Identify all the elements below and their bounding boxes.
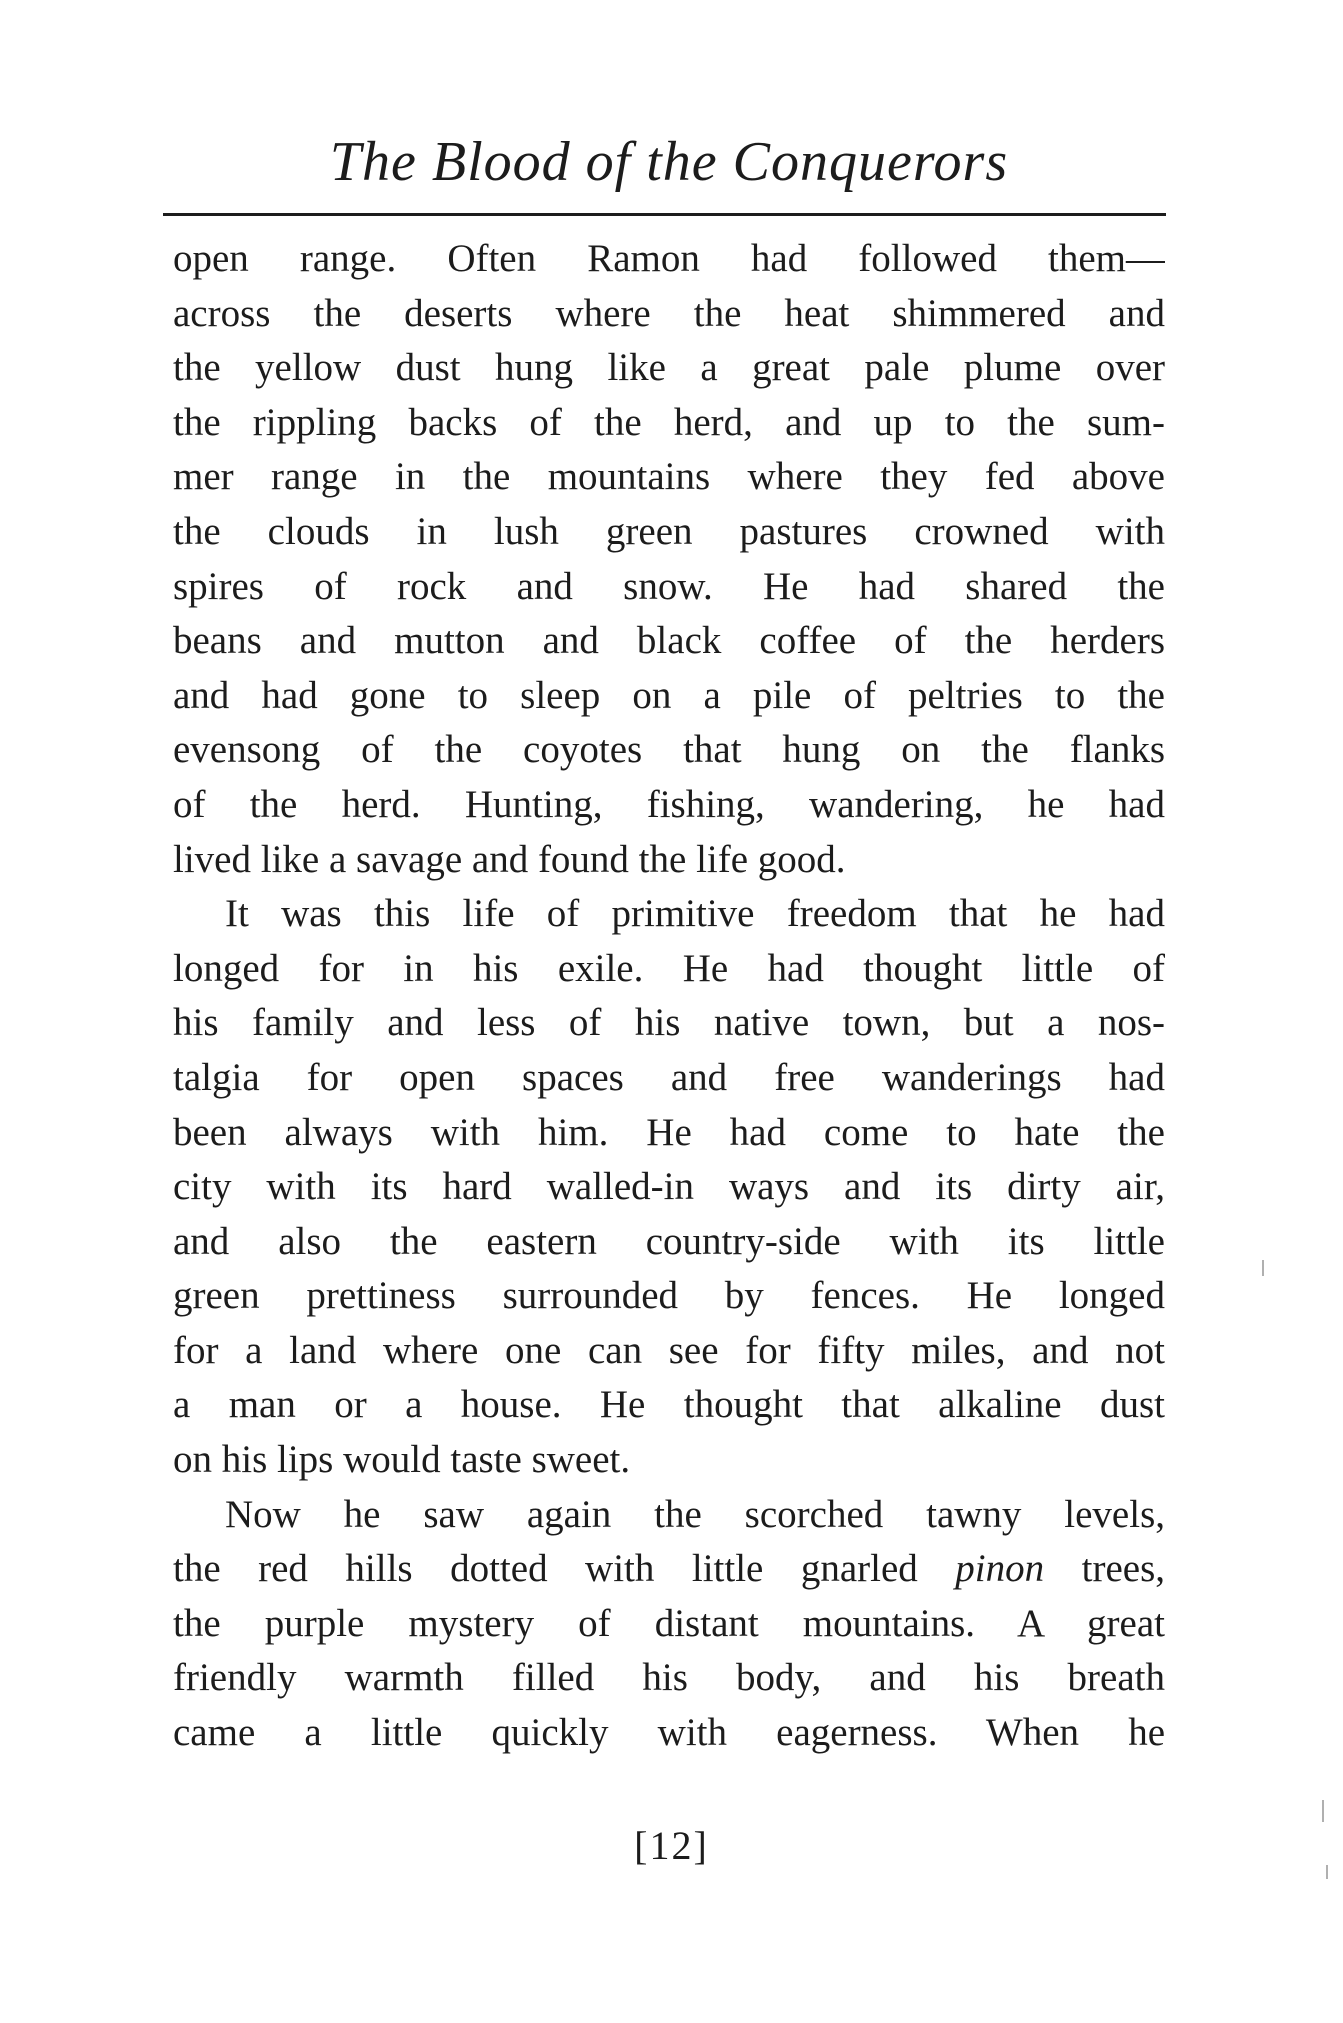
text-segment: trees,	[1044, 1547, 1165, 1591]
paragraph	[173, 232, 1165, 887]
running-head: The Blood of the Conquerors	[329, 131, 1009, 193]
print-speck	[1322, 1800, 1324, 1822]
text-line: the purple mystery of distant mountains. A great	[173, 1601, 1165, 1645]
text-line: friendly warmth filled his body, and his breath	[173, 1656, 1165, 1700]
text-line: of the herd. Hunting, fishing, wandering, he had	[173, 782, 1165, 826]
paragraph	[173, 1488, 1165, 1761]
text-line: across the deserts where the heat shimmered and	[173, 291, 1165, 335]
text-line: spires of rock and snow. He had shared the	[173, 564, 1165, 608]
text-line: and also the eastern country-side with its little	[173, 1219, 1165, 1263]
text-line: Now he saw again the scorched tawny levels,	[225, 1492, 1165, 1536]
paragraph	[173, 887, 1165, 1488]
text-line: longed for in his exile. He had thought little of	[173, 946, 1165, 990]
text-line: talgia for open spaces and free wanderings had	[173, 1055, 1165, 1099]
text-line: on his lips would taste sweet.	[173, 1438, 631, 1482]
print-speck	[1262, 1260, 1264, 1276]
text-segment: the red hills dotted with little gnarled	[173, 1547, 956, 1591]
text-line: and had gone to sleep on a pile of peltries to the	[173, 673, 1165, 717]
text-line: the clouds in lush green pastures crowned with	[173, 509, 1165, 553]
text-line: open range. Often Ramon had followed them—	[173, 237, 1165, 280]
text-line: for a land where one can see for fifty miles, and not	[173, 1328, 1165, 1372]
body-text	[173, 232, 1165, 1761]
text-line: city with its hard walled-in ways and its dirty air,	[173, 1165, 1165, 1209]
text-line: the rippling backs of the herd, and up to the sum-	[173, 400, 1165, 444]
text-line: the yellow dust hung like a great pale plume over	[173, 346, 1165, 390]
text-line: his family and less of his native town, but a nos-	[173, 1001, 1165, 1045]
text-line: a man or a house. He thought that alkaline dust	[173, 1383, 1165, 1427]
print-speck	[1326, 1865, 1328, 1879]
text-line: lived like a savage and found the life good.	[173, 837, 846, 881]
text-line: It was this life of primitive freedom that he had	[225, 892, 1165, 936]
text-line: been always with him. He had come to hate the	[173, 1110, 1165, 1154]
text-line: beans and mutton and black coffee of the herders	[173, 619, 1165, 663]
text-line: mer range in the mountains where they fed above	[173, 455, 1165, 499]
text-line: green prettiness surrounded by fences. He longed	[173, 1274, 1165, 1318]
text-line	[173, 1542, 1165, 1597]
header-rule	[163, 213, 1166, 216]
italic-word: pinon	[955, 1547, 1045, 1591]
text-line: came a little quickly with eagerness. When he	[173, 1711, 1165, 1755]
page-number: [12]	[634, 1823, 709, 1868]
text-line: evensong of the coyotes that hung on the flanks	[173, 728, 1165, 772]
